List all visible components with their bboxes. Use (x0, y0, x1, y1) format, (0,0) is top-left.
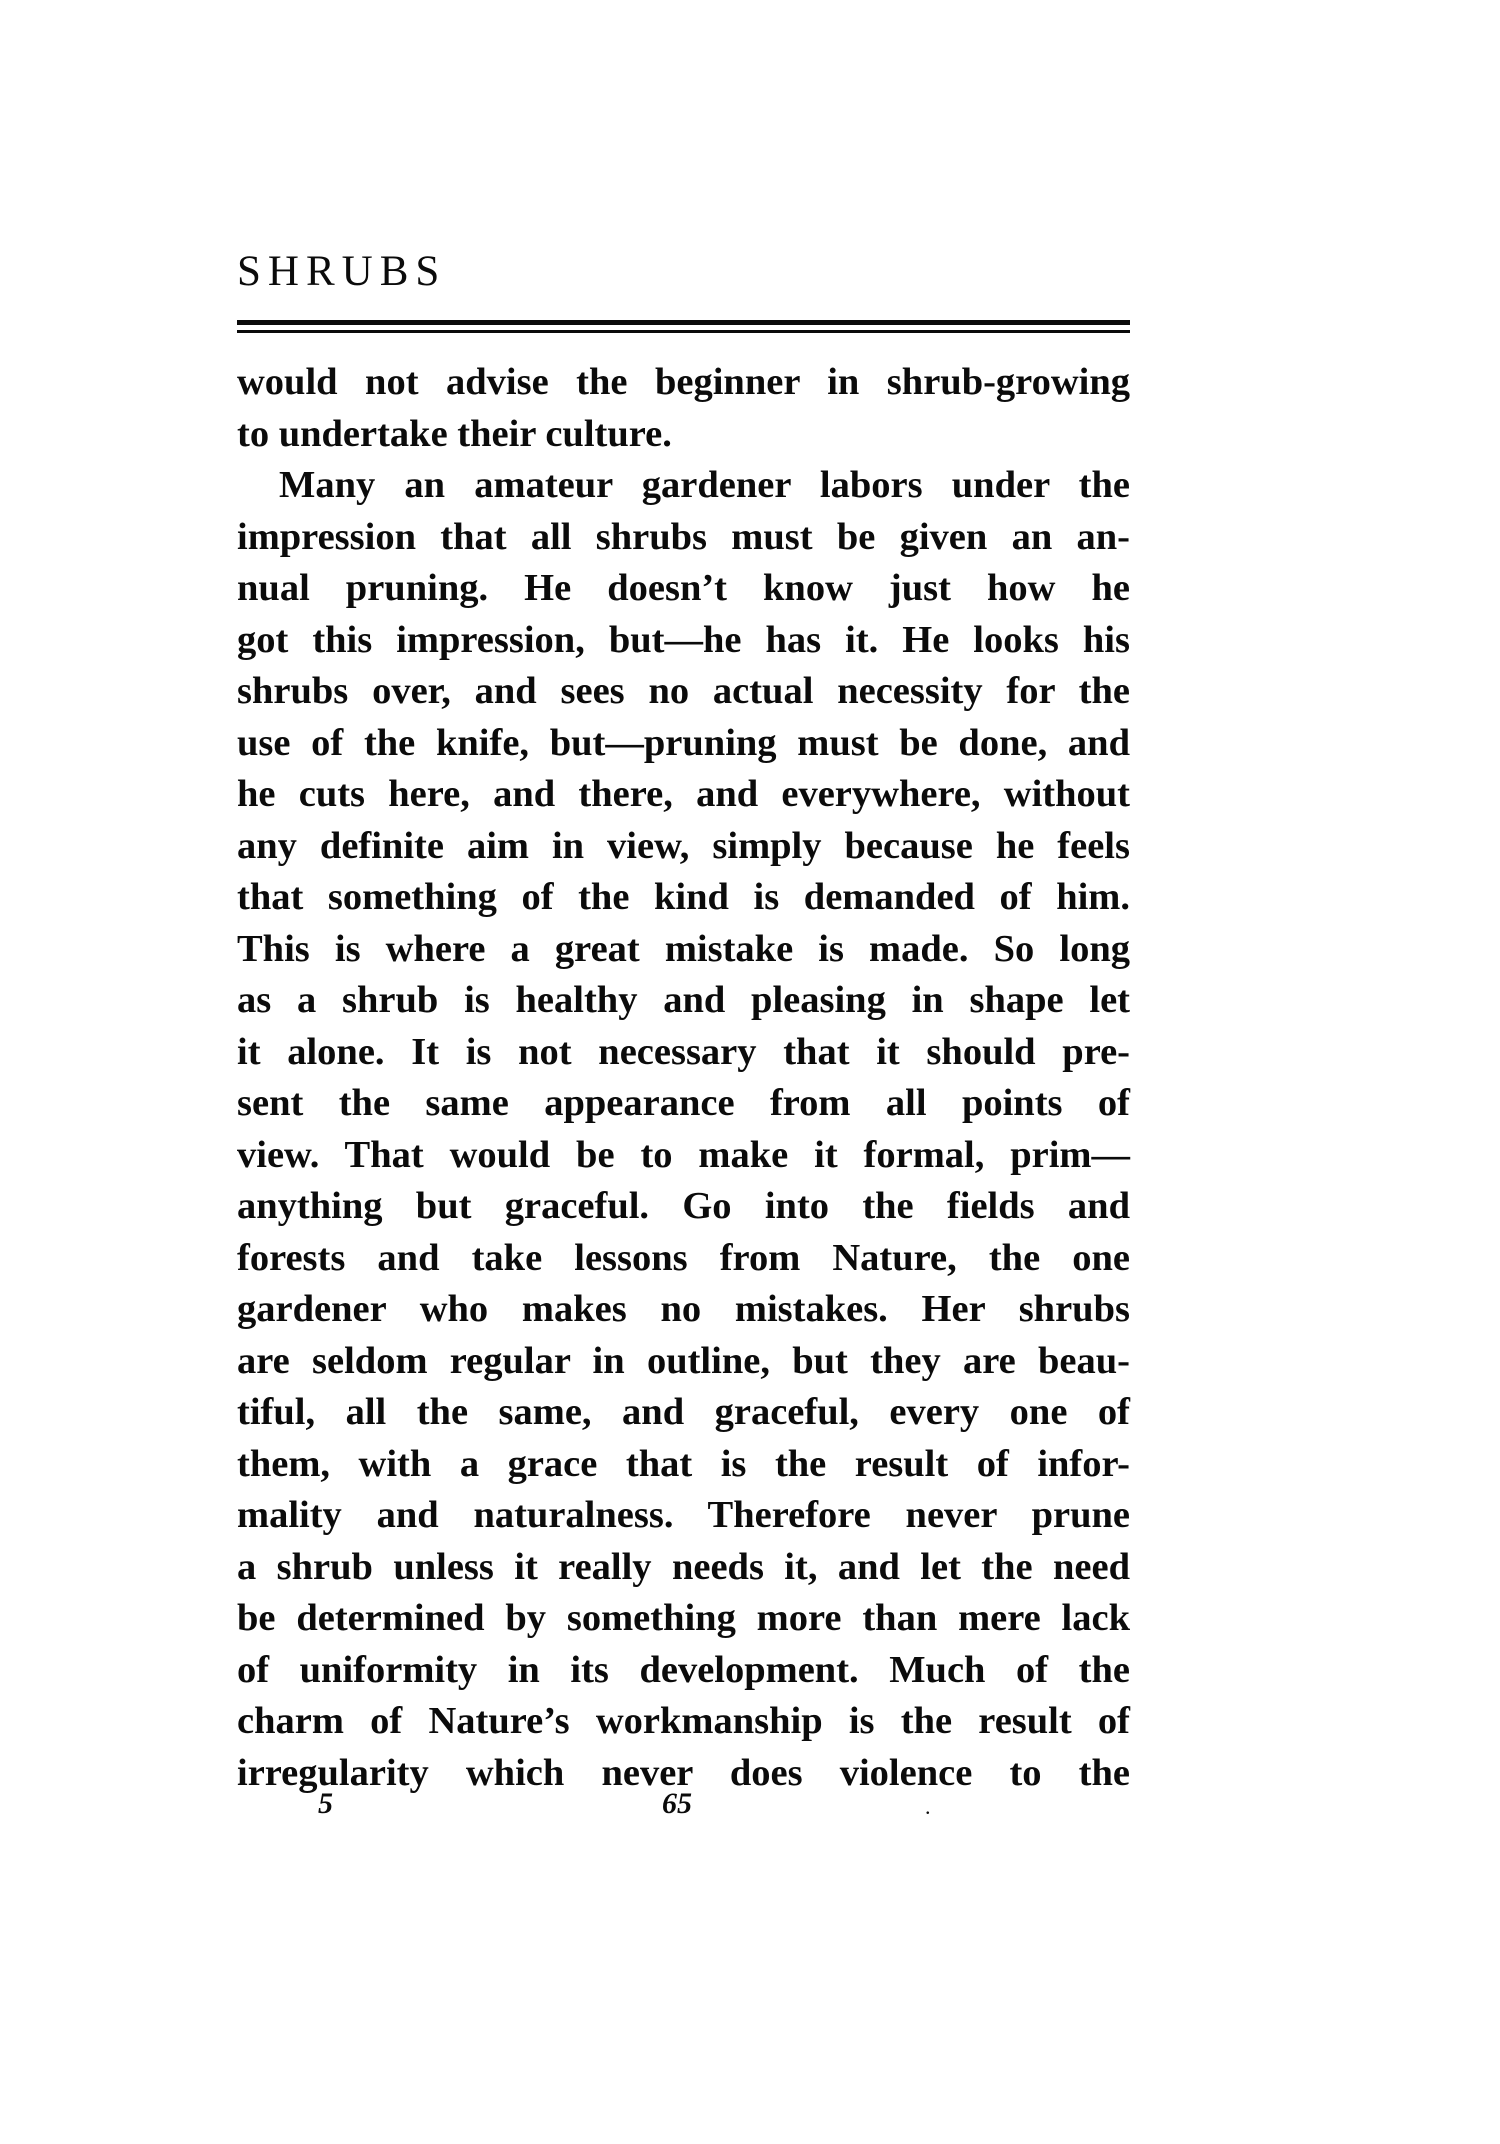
text-line: to undertake their culture. (237, 412, 672, 455)
text-line: would not advise the beginner in shrub-growing (237, 361, 1130, 403)
text-line: shrubs over, and sees no actual necessity for the (237, 670, 1130, 712)
text-line: view. That would be to make it formal, prim— (237, 1133, 1130, 1176)
text-line: use of the knife, but—pruning must be done, and (237, 721, 1130, 764)
signature-mark: 5 (318, 1787, 333, 1820)
header-rule-thin (237, 330, 1130, 333)
text-line: sent the same appearance from all points of (237, 1082, 1130, 1124)
text-line: irregularity which never does violence to the (237, 1751, 1130, 1794)
text-line: any definite aim in view, simply because he feels (237, 824, 1130, 867)
text-line: nual pruning. He doesn’t know just how he (237, 567, 1130, 609)
text-line: gardener who makes no mistakes. Her shrubs (237, 1288, 1130, 1330)
text-line: as a shrub is healthy and pleasing in shape let (237, 979, 1130, 1021)
text-line: them, with a grace that is the result of infor- (237, 1442, 1130, 1485)
text-line: of uniformity in its development. Much of the (237, 1648, 1130, 1691)
text-line: it alone. It is not necessary that it should pre- (237, 1030, 1130, 1073)
text-line: charm of Nature’s workmanship is the result of (237, 1700, 1130, 1742)
text-line: be determined by something more than mere lack (237, 1597, 1130, 1639)
header-rule-thick (237, 320, 1130, 325)
text-line: got this impression, but—he has it. He looks his (237, 618, 1130, 661)
text-line: forests and take lessons from Nature, the one (237, 1236, 1130, 1279)
text-line: Many an amateur gardener labors under the (279, 464, 1130, 506)
text-line: he cuts here, and there, and everywhere, without (237, 773, 1130, 815)
page-number: 65 (662, 1787, 692, 1820)
text-line: that something of the kind is demanded of him. (237, 876, 1130, 918)
running-head: SHRUBS (237, 248, 447, 295)
text-line: tiful, all the same, and graceful, every one of (237, 1391, 1130, 1433)
text-line: mality and naturalness. Therefore never prune (237, 1494, 1130, 1536)
text-line: are seldom regular in outline, but they are beau- (237, 1339, 1130, 1382)
text-line: anything but graceful. Go into the fields and (237, 1185, 1130, 1227)
body-text (237, 357, 1130, 1799)
stray-mark: . (925, 1794, 931, 1819)
text-line: This is where a great mistake is made. So long (237, 927, 1130, 970)
text-line: a shrub unless it really needs it, and let the need (237, 1545, 1130, 1588)
text-line: impression that all shrubs must be given an an- (237, 515, 1130, 558)
